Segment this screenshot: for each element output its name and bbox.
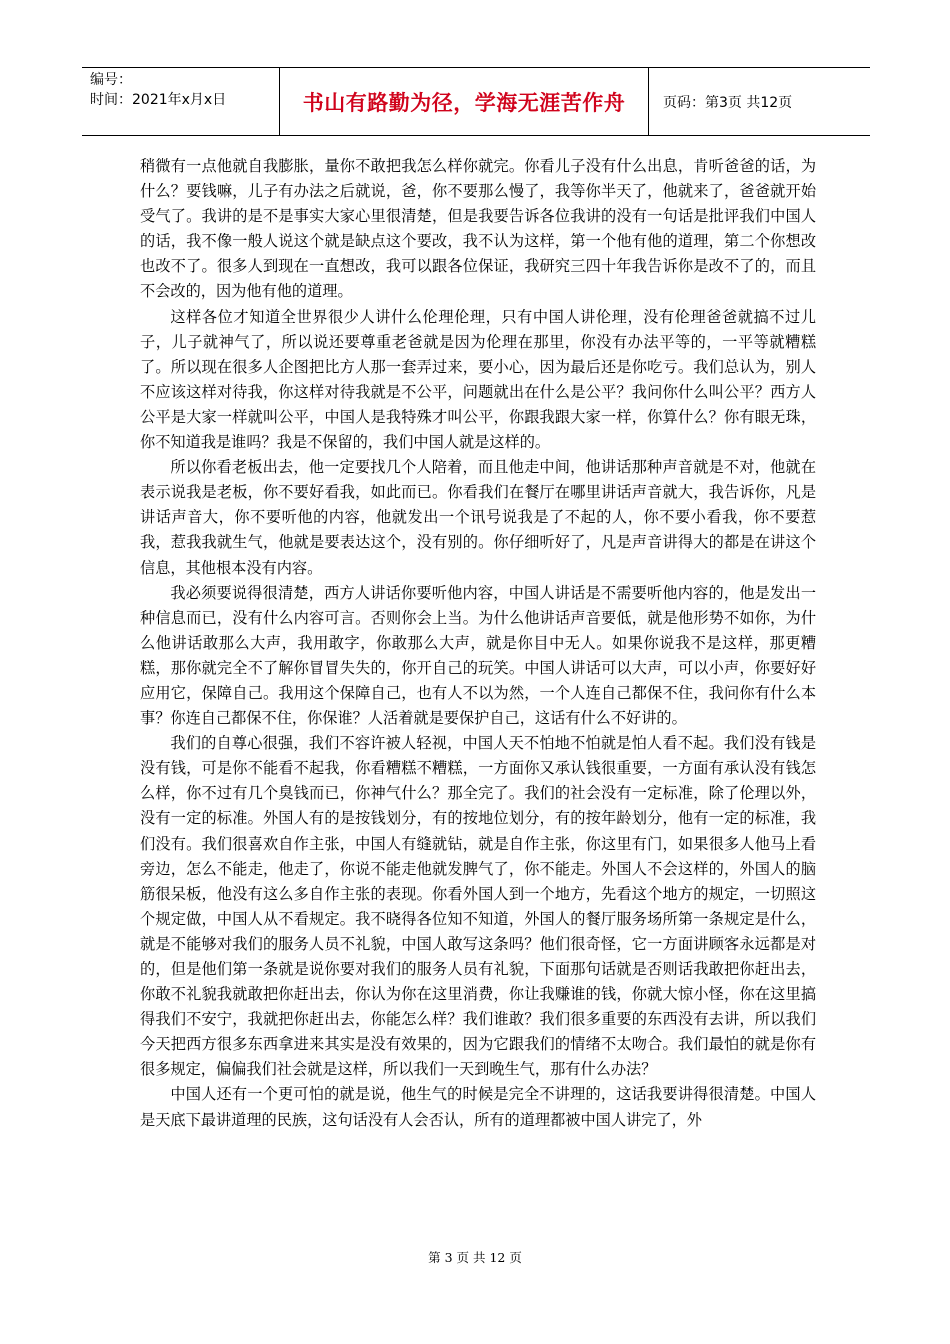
body-paragraph: 中国人还有一个更可怕的就是说，他生气的时候是完全不讲理的，这话我要讲得很清楚。中国人是天底下最讲道理的民族，这句话没有人会否认，所有的道理都被中国人讲完了，外 [140, 1085, 816, 1129]
header-motto-cell [279, 68, 649, 135]
header-motto: 书山有路勤为径，学海无涯苦作舟 [302, 90, 626, 115]
page-footer: 第 3 页 共 12 页 [428, 1250, 522, 1265]
body-paragraph: 这样各位才知道全世界很少人讲什么伦理伦理，只有中国人讲伦理，没有伦理爸爸就搞不过儿子，儿子就神气了，所以说还要尊重老爸就是因为伦理在那里，你没有办法平等的，一平等就糟糕了。所以现在很多人企图把比方人那一套弄过来，要小心，因为最后还是你吃亏。我们总认为，别人不应该这样对待我，你这样对待我就是不公平，问题就出在什么是公平？我问你什么叫公平？西方人公平是大家一样就叫公平，中国人是我特殊才叫公平，你跟我跟大家一样，你算什么？你有眼无珠，你不知道我是谁吗？我是不保留的，我们中国人就是这样的。 [140, 307, 816, 452]
document-body [140, 154, 816, 1133]
header-page-cell [649, 68, 870, 135]
document-number-label: 编号： [90, 72, 132, 88]
document-time-label: 时间：2021年x月x日 [90, 92, 227, 108]
body-paragraph: 我必须要说得很清楚，西方人讲话你要听他内容，中国人讲话是不需要听他内容的，他是发出一种信息而已，没有什么内容可言。否则你会上当。为什么他讲话声音要低，就是他形势不如你，为什么他讲话敢那么大声，我用敢字，你敢那么大声，就是你目中无人。如果你说我不是这样，那更糟糕，那你就完全不了解你冒冒失失的，你开自己的玩笑。中国人讲话可以大声，可以小声，你要好好应用它，保障自己。我用这个保障自己，也有人不以为然，一个人连自己都保不住，我问你有什么本事？你连自己都保不住，你保谁？人活着就是要保护自己，这话有什么不好讲的。 [140, 583, 816, 728]
header-meta-cell [82, 68, 279, 135]
body-paragraph: 我们的自尊心很强，我们不容许被人轻视，中国人天不怕地不怕就是怕人看不起。我们没有钱是没有钱，可是你不能看不起我，你看糟糕不糟糕，一方面你又承认钱很重要，一方面有承认没有钱怎么样，你不过有几个臭钱而已，你神气什么？那全完了。我们的社会没有一定标准，除了伦理以外，没有一定的标准。外国人有的是按钱划分，有的按地位划分，有的按年龄划分，他有一定的标准，我们没有。我们很喜欢自作主张，中国人有缝就钻，就是自作主张，你这里有门，如果很多人他马上看旁边，怎么不能走，他走了，你说不能走他就发脾气了，你不能走。外国人不会这样的，外国人的脑筋很呆板，他没有这么多自作主张的表现。你看外国人到一个地方，先看这个地方的规定，一切照这个规定做，中国人从不看规定。我不晓得各位知不知道，外国人的餐厅服务场所第一条规定是什么，就是不能够对我们的服务人员不礼貌，中国人敢写这条吗？他们很奇怪，它一方面讲顾客永远都是对的，但是他们第一条就是说你要对我们的服务人员有礼貌，下面那句话就是否则话我敢把你赶出去，你敢不礼貌我就敢把你赶出去，你认为你在这里消费，你让我赚谁的钱，你就大惊小怪，你在这里搞得我们不安宁，我就把你赶出去，你能怎么样？我们谁敢？我们很多重要的东西没有去讲，所以我们今天把西方很多东西拿进来其实是没有效果的，因为它跟我们的情绪不太吻合。我们最怕的就是你有很多规定，偏偏我们社会就是这样，所以我们一天到晚生气，那有什么办法？ [140, 734, 816, 1079]
header-page-number: 页码：第3页 共12页 [663, 94, 793, 111]
page-header [82, 67, 870, 136]
body-paragraph: 所以你看老板出去，他一定要找几个人陪着，而且他走中间，他讲话那种声音就是不对，他就在表示说我是老板，你不要好看我，如此而已。你看我们在餐厅在哪里讲话声音就大，我告诉你，凡是讲话声音大，你不要听他的内容，他就发出一个讯号说我是了不起的人，你不要小看我，你不要惹我，惹我我就生气，他就是要表达这个，没有别的。你仔细听好了，凡是声音讲得大的都是在讲这个信息，其他根本没有内容。 [140, 458, 816, 577]
body-paragraph: 稍微有一点他就自我膨胀，量你不敢把我怎么样你就完。你看儿子没有什么出息，肯听爸爸的话，为什么？要钱嘛，儿子有办法之后就说，爸，你不要那么慢了，我等你半天了，他就来了，爸爸就开始受气了。我讲的是不是事实大家心里很清楚，但是我要告诉各位我讲的没有一句话是批评我们中国人的话，我不像一般人说这个就是缺点这个要改，我不认为这样，第一个他有他的道理，第二个你想改也改不了。很多人到现在一直想改，我可以跟各位保证，我研究三四十年我告诉你是改不了的，而且不会改的，因为他有他的道理。 [140, 157, 816, 301]
